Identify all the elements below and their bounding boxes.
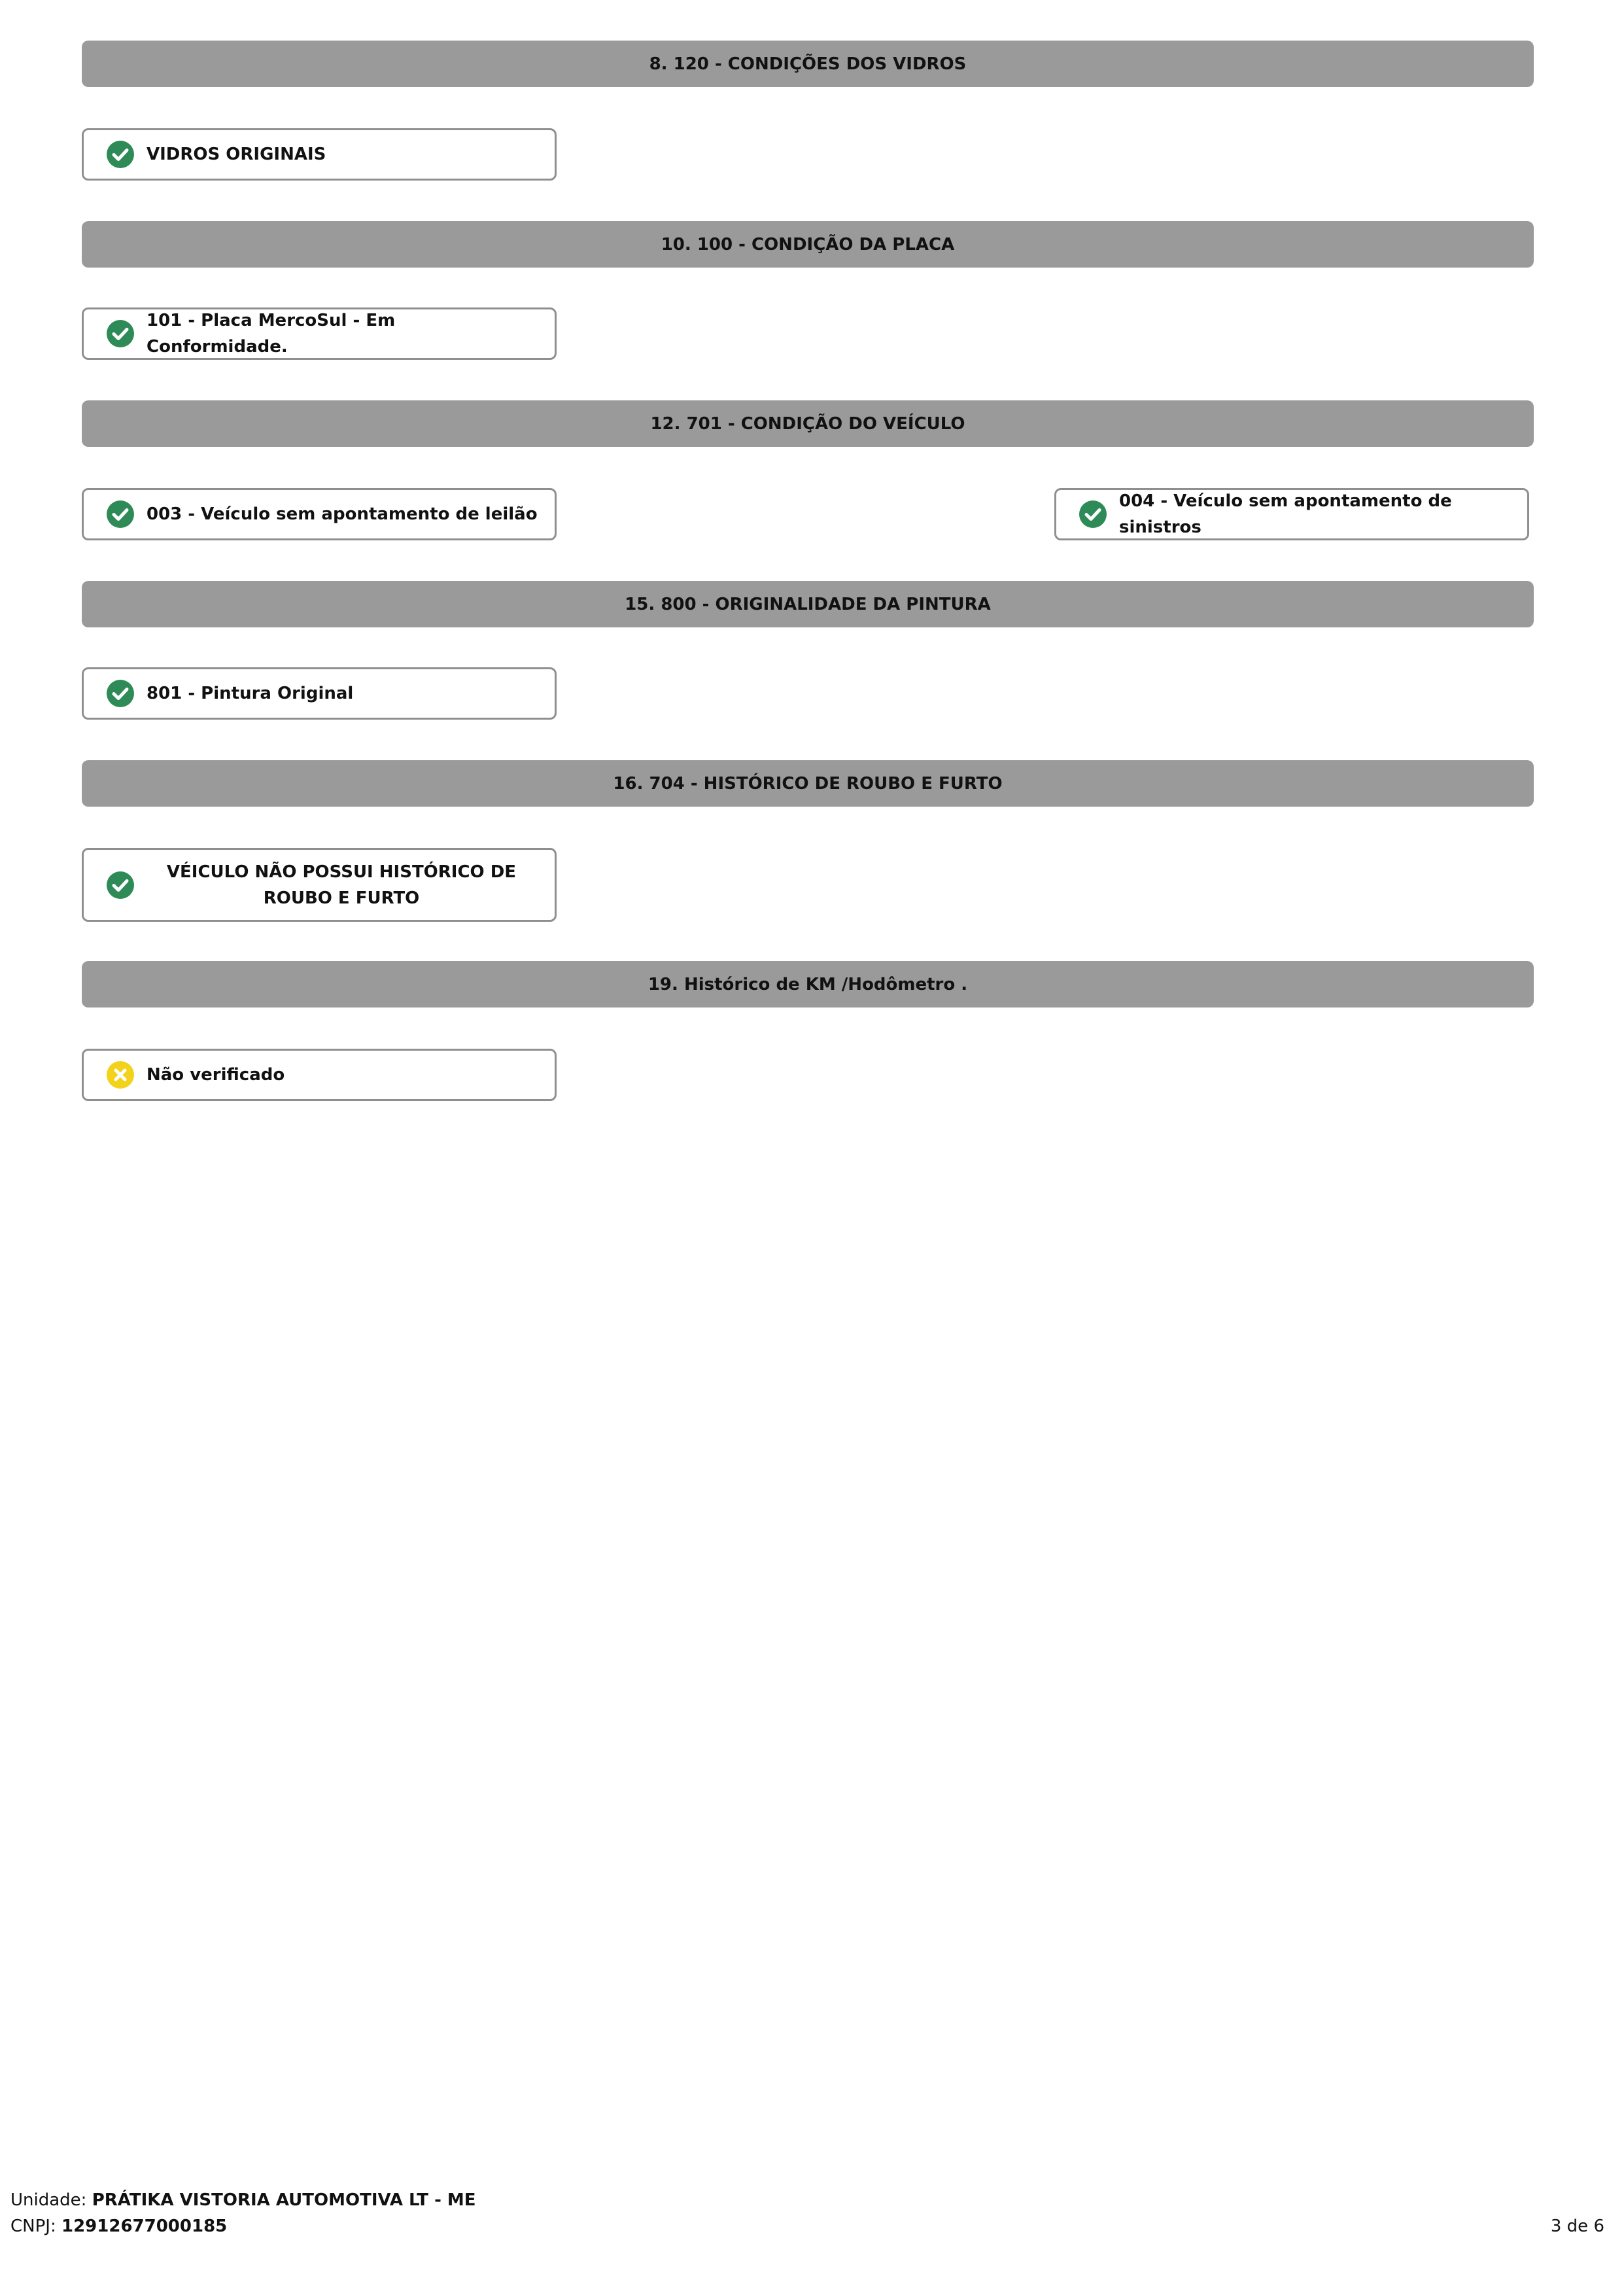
check-circle-icon (106, 500, 135, 529)
item-placa-mercosul (82, 307, 557, 360)
item-nao-verificado (82, 1049, 557, 1101)
item-sem-leilao (82, 488, 557, 540)
section-header-placa: 10. 100 - CONDIÇÃO DA PLACA (82, 221, 1534, 268)
section-header-condicao-veiculo: 12. 701 - CONDIÇÃO DO VEÍCULO (82, 400, 1534, 447)
section-header-hodometro: 19. Histórico de KM /Hodômetro . (82, 961, 1534, 1007)
item-pintura-original (82, 667, 557, 720)
item-label: 801 - Pintura Original (147, 684, 354, 703)
item-label: 004 - Veículo sem apontamento de sinistros (1119, 491, 1452, 537)
item-label: Não verificado (147, 1065, 285, 1085)
item-label: 003 - Veículo sem apontamento de leilão (147, 504, 538, 524)
section-header-pintura: 15. 800 - ORIGINALIDADE DA PINTURA (82, 581, 1534, 627)
item-sem-roubo-furto (82, 848, 557, 922)
check-circle-icon (1079, 500, 1107, 529)
page-number: 3 de 6 (1550, 2216, 1604, 2236)
item-sem-sinistros (1054, 488, 1529, 540)
item-label: VÉICULO NÃO POSSUI HISTÓRICO DE ROUBO E FURTO (166, 862, 517, 908)
footer-unidade-value: PRÁTIKA VISTORIA AUTOMOTIVA LT - ME (92, 2190, 476, 2210)
check-circle-icon (106, 679, 135, 708)
check-circle-icon (106, 871, 135, 900)
item-vidros-originais (82, 128, 557, 181)
footer-cnpj-value: 12912677000185 (61, 2216, 228, 2236)
item-label: VIDROS ORIGINAIS (147, 145, 326, 164)
check-circle-icon (106, 140, 135, 169)
x-circle-icon (106, 1060, 135, 1089)
item-label: 101 - Placa MercoSul - Em Conformidade. (147, 311, 396, 357)
check-circle-icon (106, 319, 135, 348)
footer-unidade-label: Unidade: (10, 2190, 87, 2210)
section-header-vidros: 8. 120 - CONDIÇÕES DOS VIDROS (82, 41, 1534, 87)
footer-cnpj (10, 2216, 227, 2236)
footer-cnpj-label: CNPJ: (10, 2216, 56, 2236)
footer-unidade (10, 2190, 476, 2210)
section-header-roubo-furto: 16. 704 - HISTÓRICO DE ROUBO E FURTO (82, 760, 1534, 807)
